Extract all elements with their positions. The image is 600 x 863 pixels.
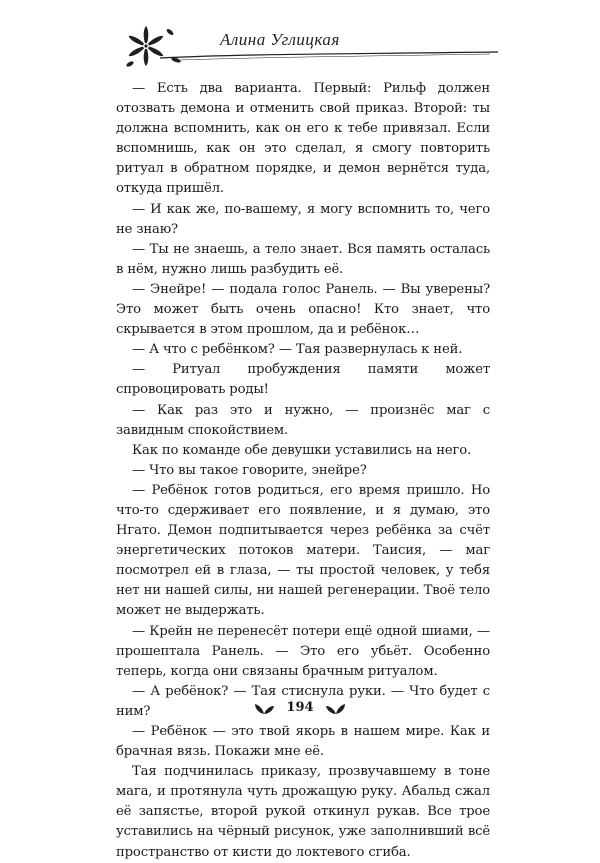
paragraph: — Ты не знаешь, а тело знает. Вся память осталась в нём, нужно лишь разбудить её. [116, 241, 490, 277]
page-number: 194 [286, 700, 314, 715]
paragraph: — Что вы такое говорите, энейре? [132, 462, 367, 478]
paragraph: Как по команде обе девушки уставились на него. [132, 442, 472, 458]
paragraph: — Ребёнок готов родиться, его время пришло. Но что-то сдерживает его появление, и я думаю, это Нгато. Демон подпитывается через ребёнка за счёт энергетических потоков матери. Таисия, — маг посмотрел ей в глаза, — ты простой человек, у тебя нет ни нашей силы, ни нашей регенерации. Твоё тело может не выдержать. [116, 482, 490, 619]
running-header [120, 24, 500, 74]
paragraph: — Ребёнок — это твой якорь в нашем мире. Как и брачная вязь. Покажи мне её. [116, 724, 490, 760]
paragraph: — Крейн не перенесёт потери ещё одной шиами, — прошептала Ранель. — Это его убьёт. Особенно теперь, когда они связаны брачным ритуалом. [116, 623, 490, 679]
page-footer [0, 697, 600, 717]
paragraph: — А что с ребёнком? — Тая развернулась к ней. [132, 342, 463, 358]
body-text [116, 79, 490, 863]
paragraph: — Энейре! — подала голос Ранель. — Вы уверены? Это может быть очень опасно! Кто знает, что скрывается в этом прошлом, да и ребёнок… [116, 281, 490, 338]
leaf-ornament-icon [325, 701, 347, 715]
paragraph: Тая подчинилась приказу, прозвучавшему в тоне мага, и протянула чуть дрожащую руку. Абальд сжал её запястье, второй рукой откинул рукав. Все трое уставились на чёрный рисунок, уже заполнивший всё пространство от кисти до локтевого сгиба. [116, 764, 490, 860]
paragraph: — И как же, по-вашему, я могу вспомнить то, чего не знаю? [116, 201, 490, 237]
paragraph: — Как раз это и нужно, — произнёс маг с завидным спокойствием. [116, 402, 490, 438]
leaf-ornament-icon [253, 701, 275, 715]
paragraph: — Есть два варианта. Первый: Рильф должен отозвать демона и отменить свой приказ. Второй: ты должна вспомнить, как он его к тебе привязал. Если вспомнишь, как он это сделал, я смогу повторить ритуал в обратном порядке, и демон вернётся туда, откуда пришёл. [116, 81, 490, 197]
paragraph: — Ритуал пробуждения памяти может спровоцировать роды! [116, 362, 490, 398]
author-name: Алина Углицкая [220, 30, 340, 49]
paragraph: — А ребёнок? — Тая стиснула руки. — Что будет с ним? [116, 683, 490, 719]
